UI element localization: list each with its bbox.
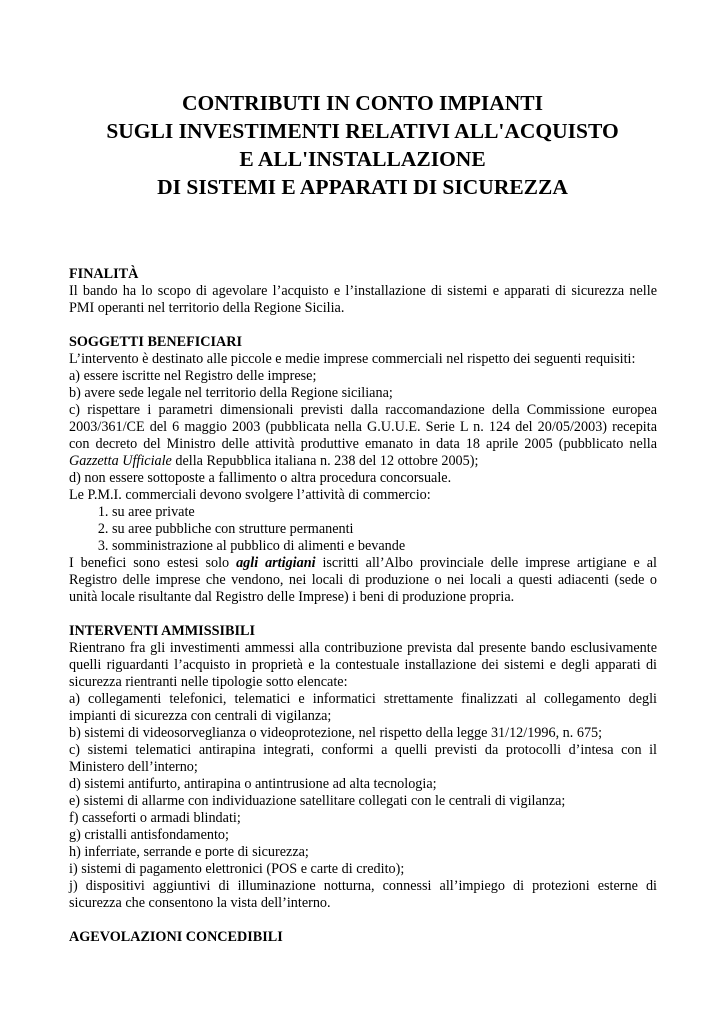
finalita-text: Il bando ha lo scopo di agevolare l’acquisto e l’installazione di sistemi e apparati di sicurezza nelle PMI operanti nel territorio della Regione Sicilia. <box>69 283 657 316</box>
title-line-2: SUGLI INVESTIMENTI RELATIVI ALL'ACQUISTO <box>106 119 619 143</box>
soggetti-intro: L’intervento è destinato alle piccole e medie imprese commerciali nel rispetto dei seguenti requisiti: <box>69 351 636 367</box>
intervento-item-h: h) inferriate, serrande e porte di sicurezza; <box>69 844 309 860</box>
pmi-intro: Le P.M.I. commerciali devono svolgere l’attività di commercio: <box>69 487 431 503</box>
list-item: 3. somministrazione al pubblico di alimenti e bevande <box>112 538 657 555</box>
soggetti-heading: SOGGETTI BENEFICIARI <box>69 334 243 350</box>
artigiani-paragraph <box>69 555 657 606</box>
title-line-3: E ALL'INSTALLAZIONE <box>239 147 486 171</box>
intervento-item-e: e) sistemi di allarme con individuazione satellitare collegati con le centrali di vigilanza; <box>69 793 566 809</box>
document-title <box>60 89 665 201</box>
requirement-b: b) avere sede legale nel territorio della Regione siciliana; <box>69 385 393 401</box>
title-line-4: DI SISTEMI E APPARATI DI SICUREZZA <box>157 175 568 199</box>
intervento-item-d: d) sistemi antifurto, antirapina o antintrusione ad alta tecnologia; <box>69 776 437 792</box>
requirement-c-part1: c) rispettare i parametri dimensionali previsti dalla raccomandazione della Commissione europea 2003/361/CE del 6 maggio 2003 (pubblicata nella G.U.U.E. Serie L n. 124 del 20/05/2003) recepita con decreto del Ministro delle attività produttive emanato in data 18 aprile 2005 (pubblicato nella <box>69 402 657 452</box>
list-item: 2. su aree pubbliche con strutture permanenti <box>112 521 657 538</box>
document-body <box>69 266 657 946</box>
agevolazioni-heading: AGEVOLAZIONI CONCEDIBILI <box>69 929 283 945</box>
artigiani-emphasis: agli artigiani <box>236 555 316 571</box>
activities-list <box>69 504 657 555</box>
intervento-item-b: b) sistemi di videosorveglianza o videoprotezione, nel rispetto della legge 31/12/1996, n. 675; <box>69 725 603 741</box>
intervento-item-f: f) casseforti o armadi blindati; <box>69 810 241 826</box>
title-line-1: CONTRIBUTI IN CONTO IMPIANTI <box>182 91 543 115</box>
requirement-c-part2: della Repubblica italiana n. 238 del 12 ottobre 2005); <box>171 453 479 469</box>
requirement-a: a) essere iscritte nel Registro delle imprese; <box>69 368 317 384</box>
intervento-item-g: g) cristalli antisfondamento; <box>69 827 229 843</box>
interventi-intro: Rientrano fra gli investimenti ammessi alla contribuzione prevista dal presente bando esclusivamente quelli riguardanti l’acquisto in proprietà e la contestuale installazione dei sistemi e degli apparati di sicurezza rientranti nelle tipologie sotto elencate: <box>69 640 657 690</box>
artigiani-part1: I benefici sono estesi solo <box>69 555 237 571</box>
requirement-c-italic: Gazzetta Ufficiale <box>69 453 172 469</box>
intervento-item-j: j) dispositivi aggiuntivi di illuminazione notturna, connessi all’impiego di protezioni esterne di sicurezza che consentono la vista dell’interno. <box>69 878 657 911</box>
interventi-heading: INTERVENTI AMMISSIBILI <box>69 623 255 639</box>
intervento-item-a: a) collegamenti telefonici, telematici e informatici strettamente finalizzati al collegamento degli impianti di sicurezza con centrali di vigilanza; <box>69 691 657 724</box>
list-item: 1. su aree private <box>112 504 657 521</box>
intervento-item-c: c) sistemi telematici antirapina integrati, conformi a quelli previsti da protocolli d’intesa con il Ministero dell’interno; <box>69 742 657 775</box>
intervento-item-i: i) sistemi di pagamento elettronici (POS e carte di credito); <box>69 861 405 877</box>
artigiani-part2: iscritti all’Albo provinciale delle imprese artigiane e al Registro delle imprese che vendono, nei locali di produzione o nei locali a questi adiacenti (sede o unità locale risultante dal Registro delle Imprese) i beni di produzione propria. <box>69 555 657 605</box>
finalita-heading: FINALITÀ <box>69 266 139 282</box>
requirement-d: d) non essere sottoposte a fallimento o altra procedura concorsuale. <box>69 470 452 486</box>
requirement-c <box>69 402 657 470</box>
